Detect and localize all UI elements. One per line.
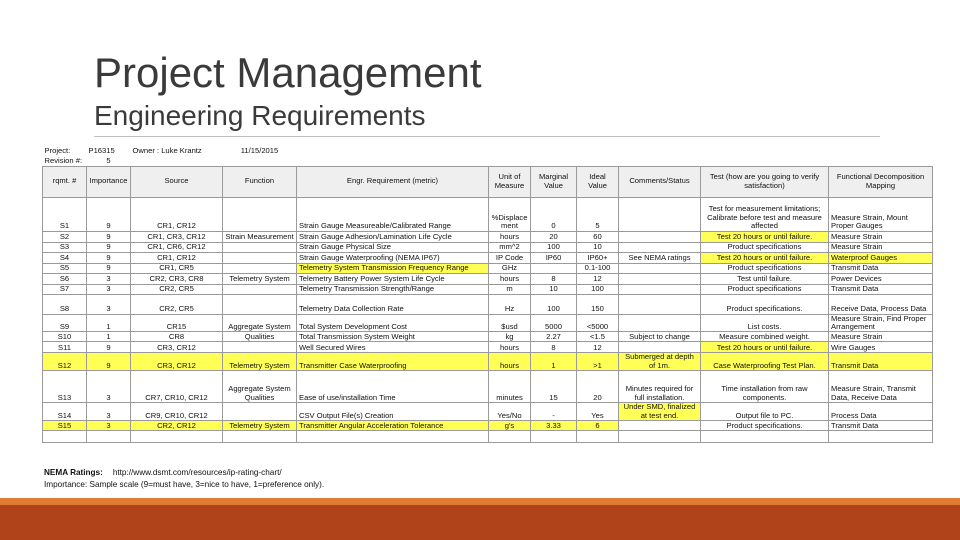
cell-func [223,294,297,314]
cell-id: S5 [43,263,87,273]
table-row [43,242,933,252]
cell-unit: hours [489,231,531,242]
cell-id: S8 [43,294,87,314]
cell-ideal: 100 [577,284,619,294]
cell-ideal: 0.1-100 [577,263,619,273]
cell-src: CR1, CR3, CR12 [131,231,223,242]
cell-src: CR2, CR3, CR8 [131,273,223,284]
cell-id: S14 [43,403,87,421]
cell-map: Wire Gauges [829,342,933,353]
header-cell: Functional Decomposition Mapping [829,166,933,197]
cell-func: Aggregate System Qualities [223,371,297,403]
table-row [43,332,933,342]
cell-req: Well Secured Wires [297,342,489,353]
requirements-spreadsheet [42,143,932,463]
cell-comm: See NEMA ratings [619,252,701,263]
table-row [43,273,933,284]
cell-imp: 9 [87,197,131,231]
cell-ideal: 60 [577,231,619,242]
cell-map: Measure Strain [829,332,933,342]
cell-req: Telemetry Transmission Strength/Range [297,284,489,294]
cell-id: S6 [43,273,87,284]
table-row [43,294,933,314]
cell-func: Qualities [223,332,297,342]
cell-test: Time installation from raw components. [701,371,829,403]
cell-unit: kg [489,332,531,342]
footer-accent-bar [0,498,960,505]
header-cell: Unit of Measure [489,166,531,197]
header-row [43,166,933,197]
slide-title: Project Management [94,49,482,96]
cell-imp: 3 [87,403,131,421]
cell-map: Measure Strain, Mount Proper Gauges [829,197,933,231]
cell-unit: hours [489,273,531,284]
cell-ideal: Yes [577,403,619,421]
cell-func: Telemetry System [223,420,297,430]
cell-req: Telemetry Data Collection Rate [297,294,489,314]
cell-unit: Hz [489,294,531,314]
header-cell: Marginal Value [531,166,577,197]
cell-imp: 9 [87,353,131,371]
table-row [43,284,933,294]
nema-label: NEMA Ratings: [44,468,103,477]
cell-req: Strain Gauge Physical Size [297,242,489,252]
cell-unit: IP Code [489,252,531,263]
cell-src: CR2, CR12 [131,420,223,430]
cell-src: CR2, CR5 [131,294,223,314]
cell-comm [619,420,701,430]
cell-map: Waterproof Gauges [829,252,933,263]
cell-marg: 3.33 [531,420,577,430]
cell-ideal: 5 [577,197,619,231]
cell-ideal: 12 [577,342,619,353]
cell-ideal: <5000 [577,314,619,332]
project-label: Project: [44,145,71,155]
requirements-body [43,197,933,442]
cell-marg: 8 [531,273,577,284]
cell-test: Product specifications [701,263,829,273]
cell-id: S11 [43,342,87,353]
cell-test: Product specifications [701,284,829,294]
cell-src: CR9, CR10, CR12 [131,403,223,421]
cell-id: S15 [43,420,87,430]
cell-unit: hours [489,353,531,371]
cell-map: Measure Strain, Transmit Data, Receive Data [829,371,933,403]
cell-imp: 3 [87,284,131,294]
cell-func [223,342,297,353]
revision-row [43,155,933,166]
header-cell: Function [223,166,297,197]
cell-id: S13 [43,371,87,403]
cell-comm: Subject to change [619,332,701,342]
cell-imp: 3 [87,420,131,430]
cell-unit: GHz [489,263,531,273]
cell-marg: 10 [531,284,577,294]
date-cell: 11/15/2015 [240,145,279,155]
cell-func [223,263,297,273]
cell-id: S1 [43,197,87,231]
project-row [43,143,933,155]
cell-marg: - [531,403,577,421]
header-cell: Comments/Status [619,166,701,197]
cell-ideal: 12 [577,273,619,284]
header-cell: rqmt. # [43,166,87,197]
cell-map: Process Data [829,403,933,421]
cell-unit: mm^2 [489,242,531,252]
slide-subtitle: Engineering Requirements [94,100,426,131]
cell-test: Test 20 hours or until failure. [701,252,829,263]
project-value: P16315 [88,145,115,155]
cell-ideal: IP60+ [577,252,619,263]
cell-src: CR3, CR12 [131,342,223,353]
cell-req: Strain Gauge Adhesion/Lamination Life Cycle [297,231,489,242]
cell-id: S4 [43,252,87,263]
cell-test: List costs. [701,314,829,332]
table-row [43,314,933,332]
cell-test: Test for measurement limitations; Calibrate before test and measure affected [701,197,829,231]
cell-unit: hours [489,342,531,353]
cell-marg: 1 [531,353,577,371]
cell-comm [619,231,701,242]
cell-func [223,252,297,263]
header-cell: Importance [87,166,131,197]
cell-map: Transmit Data [829,263,933,273]
table-row [43,342,933,353]
cell-src: CR15 [131,314,223,332]
cell-imp: 1 [87,314,131,332]
cell-marg: 20 [531,231,577,242]
cell-req: Total System Development Cost [297,314,489,332]
cell-func: Telemetry System [223,353,297,371]
cell-req: Ease of use/installation Time [297,371,489,403]
cell-comm: Submerged at depth of 1m. [619,353,701,371]
cell-map: Receive Data, Process Data [829,294,933,314]
header-cell: Ideal Value [577,166,619,197]
cell-src: CR1, CR12 [131,252,223,263]
table-row [43,231,933,242]
cell-ideal: >1 [577,353,619,371]
cell-test: Product specifications [701,242,829,252]
table-row [43,197,933,231]
cell-marg: 5000 [531,314,577,332]
requirements-table [42,143,933,443]
cell-unit: Yes/No [489,403,531,421]
cell-comm [619,314,701,332]
cell-marg [531,263,577,273]
cell-marg: 0 [531,197,577,231]
cell-imp: 3 [87,294,131,314]
cell-func: Telemetry System [223,273,297,284]
footer-bar [0,505,960,540]
cell-marg: 15 [531,371,577,403]
cell-req: Telemetry Battery Power System Life Cycle [297,273,489,284]
cell-test: Test 20 hours or until failure. [701,342,829,353]
cell-id: S3 [43,242,87,252]
cell-comm [619,273,701,284]
cell-marg: IP60 [531,252,577,263]
header-cell: Engr. Requirement (metric) [297,166,489,197]
cell-unit: $usd [489,314,531,332]
cell-comm [619,263,701,273]
cell-imp: 9 [87,342,131,353]
cell-imp: 3 [87,273,131,284]
cell-unit: m [489,284,531,294]
cell-comm: Under SMD, finalized at test end. [619,403,701,421]
cell-imp: 9 [87,231,131,242]
cell-req: Telemetry System Transmission Frequency Range [297,263,489,273]
cell-unit: minutes [489,371,531,403]
cell-test: Case Waterproofing Test Plan. [701,353,829,371]
cell-func [223,403,297,421]
cell-id: S2 [43,231,87,242]
table-row [43,420,933,430]
cell-ideal: 10 [577,242,619,252]
cell-func: Strain Measurement [223,231,297,242]
cell-req: Transmitter Angular Acceleration Tolerance [297,420,489,430]
cell-map: Transmit Data [829,353,933,371]
cell-ideal: 20 [577,371,619,403]
cell-req: Transmitter Case Waterproofing [297,353,489,371]
cell-imp: 3 [87,371,131,403]
cell-unit: %Displace ment [489,197,531,231]
cell-ideal: 6 [577,420,619,430]
cell-imp: 1 [87,332,131,342]
cell-test: Output file to PC. [701,403,829,421]
cell-comm [619,342,701,353]
notes-area [44,467,324,491]
cell-test: Product specifications. [701,294,829,314]
cell-ideal: <1.5 [577,332,619,342]
cell-map: Power Devices [829,273,933,284]
cell-id: S12 [43,353,87,371]
cell-unit: g's [489,420,531,430]
cell-src: CR1, CR12 [131,197,223,231]
cell-test: Test until failure. [701,273,829,284]
cell-src: CR2, CR5 [131,284,223,294]
cell-map: Transmit Data [829,284,933,294]
cell-marg: 2.27 [531,332,577,342]
cell-src: CR8 [131,332,223,342]
cell-id: S7 [43,284,87,294]
header-cell: Source [131,166,223,197]
header-cell: Test (how are you going to verify satisfaction) [701,166,829,197]
cell-test: Measure combined weight. [701,332,829,342]
cell-imp: 9 [87,252,131,263]
cell-comm [619,284,701,294]
cell-comm [619,197,701,231]
cell-req: Strain Gauge Waterproofing (NEMA IP67) [297,252,489,263]
cell-marg: 100 [531,242,577,252]
cell-map: Measure Strain [829,231,933,242]
cell-marg: 8 [531,342,577,353]
cell-imp: 9 [87,263,131,273]
cell-req: Total Transmission System Weight [297,332,489,342]
cell-src: CR1, CR6, CR12 [131,242,223,252]
revision-value: 5 [106,156,111,166]
cell-test: Test 20 hours or until failure. [701,231,829,242]
table-row [43,252,933,263]
cell-func [223,242,297,252]
cell-id: S9 [43,314,87,332]
table-row [43,371,933,403]
cell-map: Measure Strain, Find Proper Arrangement [829,314,933,332]
cell-func [223,284,297,294]
cell-comm [619,294,701,314]
cell-func [223,197,297,231]
cell-imp: 9 [87,242,131,252]
cell-func: Aggregate System [223,314,297,332]
table-row [43,403,933,421]
table-row [43,263,933,273]
cell-comm [619,242,701,252]
cell-map: Measure Strain [829,242,933,252]
cell-src: CR3, CR12 [131,353,223,371]
cell-ideal: 150 [577,294,619,314]
cell-src: CR7, CR10, CR12 [131,371,223,403]
cell-test: Product specifications. [701,420,829,430]
owner-cell: Owner : Luke Krantz [132,145,202,155]
cell-id: S10 [43,332,87,342]
nema-url: http://www.dsmt.com/resources/ip-rating-chart/ [112,468,282,477]
importance-note: Importance: Sample scale (9=must have, 3=nice to have, 1=preference only). [44,480,325,489]
revision-label: Revision #: [44,156,83,166]
nema-note [44,467,324,479]
cell-req: Strain Gauge Measureable/Calibrated Range [297,197,489,231]
table-row [43,353,933,371]
cell-map: Transmit Data [829,420,933,430]
cell-src: CR1, CR5 [131,263,223,273]
title-divider [94,136,880,137]
cell-marg: 100 [531,294,577,314]
cell-comm: Minutes required for full installation. [619,371,701,403]
empty-row [43,430,933,442]
cell-req: CSV Output File(s) Creation [297,403,489,421]
